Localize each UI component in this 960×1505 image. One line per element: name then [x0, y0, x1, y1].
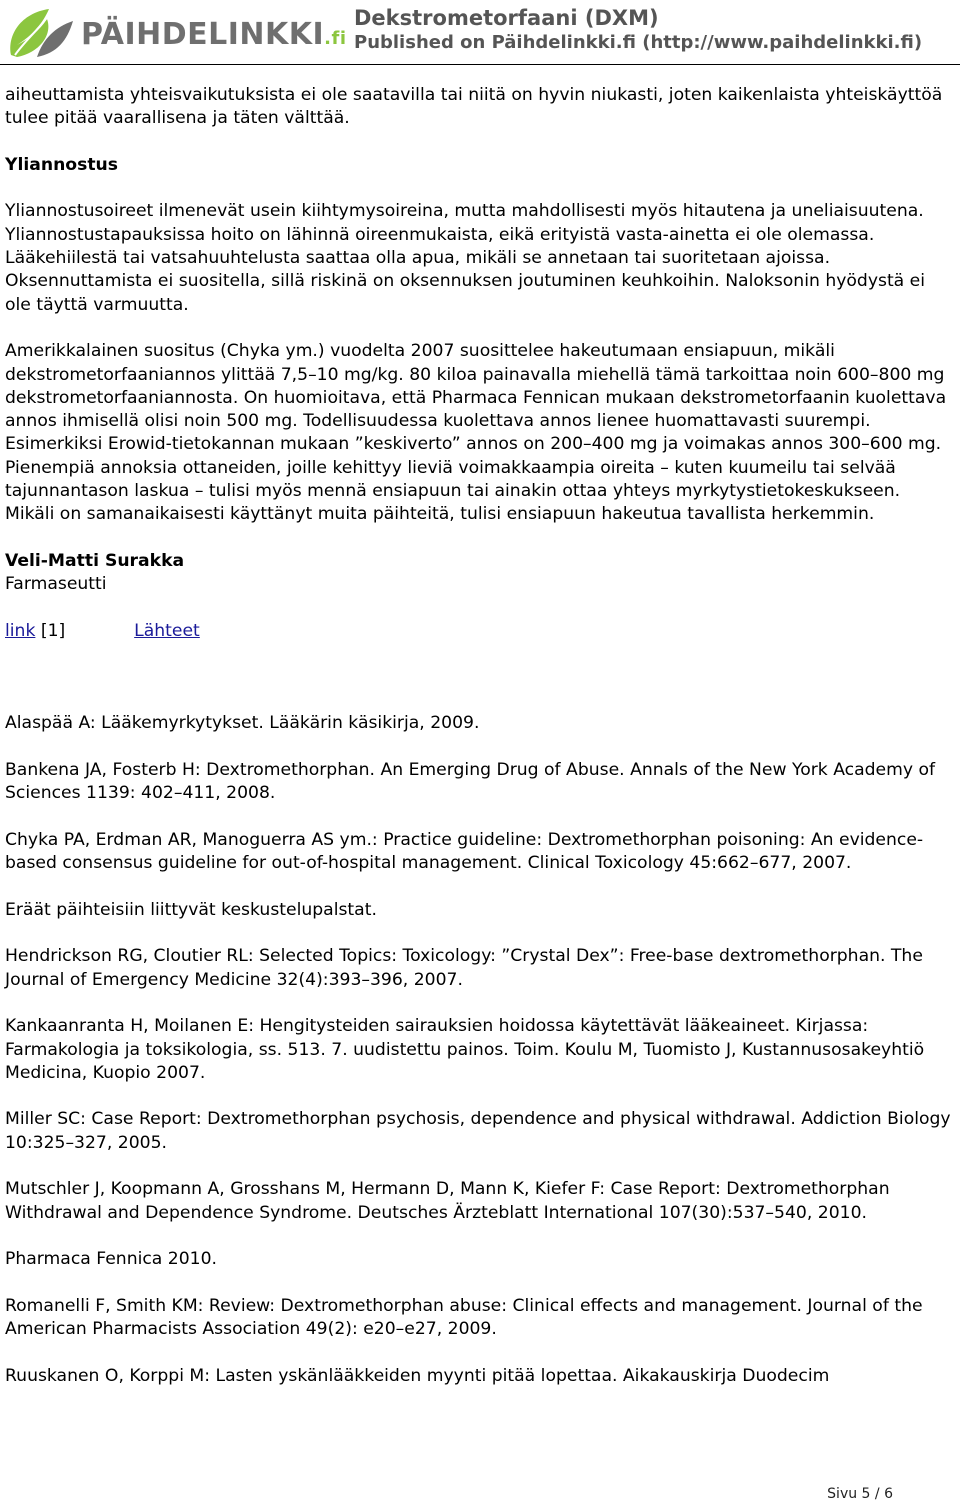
author-name: Veli-Matti Surakka: [5, 550, 185, 571]
article-link[interactable]: link: [5, 620, 36, 641]
link-reference: [1]: [40, 620, 66, 641]
overdose-paragraph: Yliannostusoireet ilmenevät usein kiihtymysoireina, mutta mahdollisesti myös hitautena ja uneliaisuutena. Yliannostustapauksissa hoito on lähinnä oireenmukaista, eikä erityistä vasta-ainetta ei ole olemassa. Lääkehiilestä tai vatsahuuhtelusta saattaa olla apua, mikäli se annetaan tai suoritetaan ajoissa. Oksennuttamista ei suositella, sillä riskinä on oksennuksen joutuminen keuhkoihin. Naloksonin hyödystä ei ole täyttä varmuutta.: [5, 201, 926, 315]
leaf-logo-icon: [3, 5, 77, 59]
header-divider: [0, 64, 960, 65]
reference-item: Kankaanranta H, Moilanen E: Hengitysteiden sairauksien hoidossa käytettävät lääkeaineet. Kirjassa: Farmakologia ja toksikologia, ss. 513. 7. uudistettu painos. Toim. Koulu M, Tuomisto J, Kustannusosakeyhtiö Medicina, Kuopio 2007.: [5, 1016, 925, 1083]
reference-item: Hendrickson RG, Cloutier RL: Selected Topics: Toxicology: ”Crystal Dex”: Free-base dextromethorphan. The Journal of Emergency Medicine 32(4):393–396, 2007.: [5, 946, 923, 990]
links-row: [5, 620, 953, 643]
reference-item: Ruuskanen O, Korppi M: Lasten yskänlääkkeiden myynti pitää lopettaa. Aikakauskirja Duodecim: [5, 1365, 830, 1386]
article-body: [5, 84, 953, 1411]
reference-item: Alaspää A: Lääkemyrkytykset. Lääkärin käsikirja, 2009.: [5, 713, 480, 734]
published-line: Published on Päihdelinkki.fi (http://www.paihdelinkki.fi): [354, 32, 923, 53]
intro-paragraph: aiheuttamista yhteisvaikutuksista ei ole saatavilla tai niitä on hyvin niukasti, joten kaikenlaista yhteiskäyttöä tulee pitää vaarallisena ja täten välttää.: [5, 85, 943, 129]
section-heading: Yliannostus: [5, 154, 119, 175]
reference-item: Pharmaca Fennica 2010.: [5, 1249, 218, 1270]
page-header: [0, 0, 960, 62]
site-logo[interactable]: [3, 5, 347, 59]
recommendation-paragraph: Amerikkalainen suositus (Chyka ym.) vuodelta 2007 suosittelee hakeutumaan ensiapuun, mikäli dekstrometorfaaniannos ylittää 7,5–10 mg/kg. 80 kiloa painavalla miehellä tämä tarkoittaa noin 600–800 mg dekstrometorfaaniannosta. On huomioitava, että Pharmaca Fennican mukaan dekstrometorfaanin kuolettava annos ihmisellä olisi noin 500 mg. Todellisuudessa kuolettava annos lienee huomattavasti suurempi. Esimerkiksi Erowid-tietokannan mukaan ”keskiverto” annos on 200–400 mg ja voimakas annos 300–600 mg. Pienempiä annoksia ottaneiden, joille kehittyy lieviä voimakkaampia oireita – kuten kuumeilu tai selvää tajunnantason laskua – tulisi myös mennä ensiapuun tai ainakin ottaa yhteys myrkytystietokeskukseen. Mikäli on samanaikaisesti käyttänyt muita päihteitä, tulisi ensiapuun hakeutua tavallista herkemmin.: [5, 341, 947, 525]
author-title: Farmaseutti: [5, 574, 107, 595]
reference-item: Chyka PA, Erdman AR, Manoguerra AS ym.: Practice guideline: Dextromethorphan poisoning: An evidence-based consensus guideline for out-of-hospital management. Clinical Toxicology 45:662–677, 2007.: [5, 829, 924, 874]
reference-item: Miller SC: Case Report: Dextromethorphan psychosis, dependence and physical withdrawal. Addiction Biology 10:325–327, 2005.: [5, 1109, 951, 1153]
author-block: [5, 550, 953, 597]
sources-link[interactable]: Lähteet: [134, 620, 200, 641]
reference-item: Mutschler J, Koopmann A, Grosshans M, Hermann D, Mann K, Kiefer F: Case Report: Dextromethorphan Withdrawal and Dependence Syndrome. Deutsches Ärzteblatt International 107(30):537–540, 2010.: [5, 1179, 890, 1223]
page-title: Dekstrometorfaani (DXM): [354, 6, 659, 30]
reference-item: Eräät päihteisiin liittyvät keskustelupalstat.: [5, 899, 377, 920]
reference-item: Bankena JA, Fosterb H: Dextromethorphan. An Emerging Drug of Abuse. Annals of the New York Academy of Sciences 1139: 402–411, 2008.: [5, 760, 936, 804]
page-number: Sivu 5 / 6: [827, 1486, 893, 1502]
reference-item: Romanelli F, Smith KM: Review: Dextromethorphan abuse: Clinical effects and management. Journal of the American Pharmacists Association 49(2): e20–e27, 2009.: [5, 1295, 923, 1340]
header-info: [354, 6, 922, 56]
logo-wordmark: PÄIHDELINKKI.fi: [81, 16, 347, 52]
